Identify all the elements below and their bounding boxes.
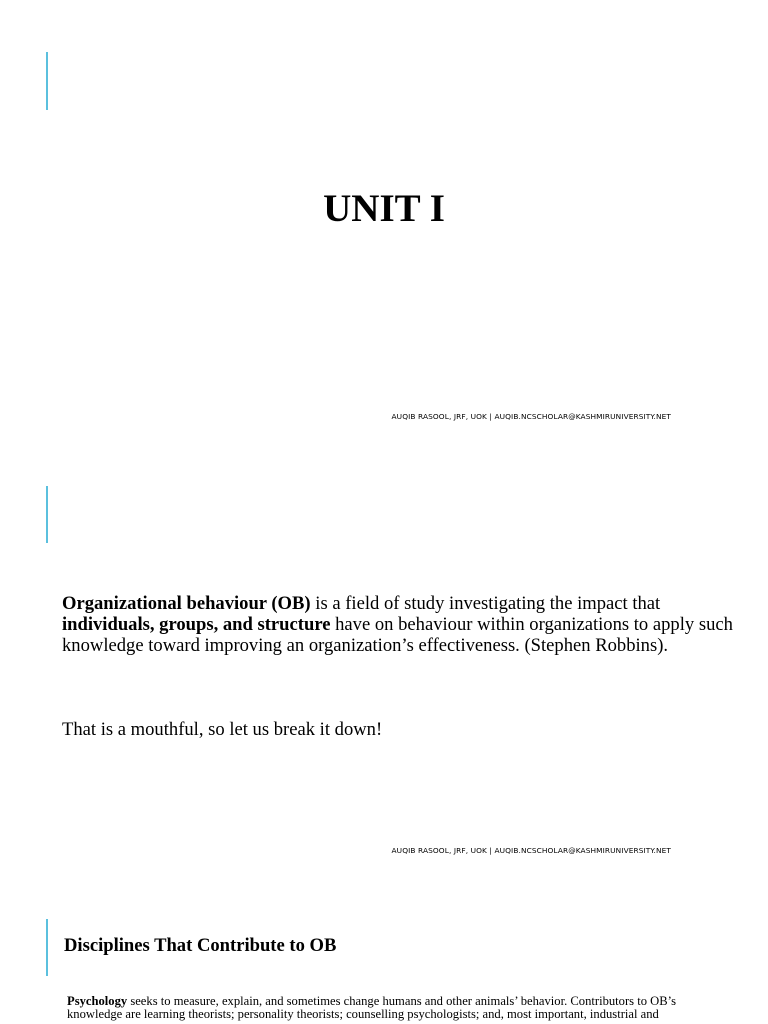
- slide-footer: AUQIB RASOOL, JRF, UOK | AUQIB.NCSCHOLAR@KASHMIRUNIVERSITY.NET: [391, 846, 671, 855]
- definition-text-1: is a field of study investigating the impact that: [310, 593, 661, 614]
- definition-text-2: have on behaviour within organizations to apply such knowledge toward improving an organization’s effectiveness. (Stephen Robbins).: [62, 614, 733, 656]
- slide-title: [0, 0, 768, 434]
- breakdown-note: That is a mouthful, so let us break it down!: [62, 719, 383, 740]
- definition-emphasis: individuals, groups, and structure: [62, 614, 331, 635]
- ob-term: Organizational behaviour (OB): [62, 593, 311, 614]
- accent-bar: [46, 919, 48, 976]
- psychology-description: seeks to measure, explain, and sometimes change humans and other animals’ behavior. Contributors to OB’s knowledge are learning theorists; personality theorists; counselling psychologists; and, most important, industrial and: [67, 994, 677, 1021]
- slide-footer: AUQIB RASOOL, JRF, UOK | AUQIB.NCSCHOLAR@KASHMIRUNIVERSITY.NET: [391, 412, 671, 421]
- ob-definition: [62, 593, 734, 656]
- accent-bar: [46, 52, 48, 110]
- slide-disciplines: [0, 868, 768, 1024]
- section-heading: Disciplines That Contribute to OB: [64, 935, 337, 956]
- psychology-term: Psychology: [67, 994, 128, 1008]
- psychology-paragraph: [67, 995, 703, 1021]
- accent-bar: [46, 486, 48, 543]
- unit-title: UNIT I: [323, 187, 445, 230]
- slide-ob-definition: [0, 434, 768, 868]
